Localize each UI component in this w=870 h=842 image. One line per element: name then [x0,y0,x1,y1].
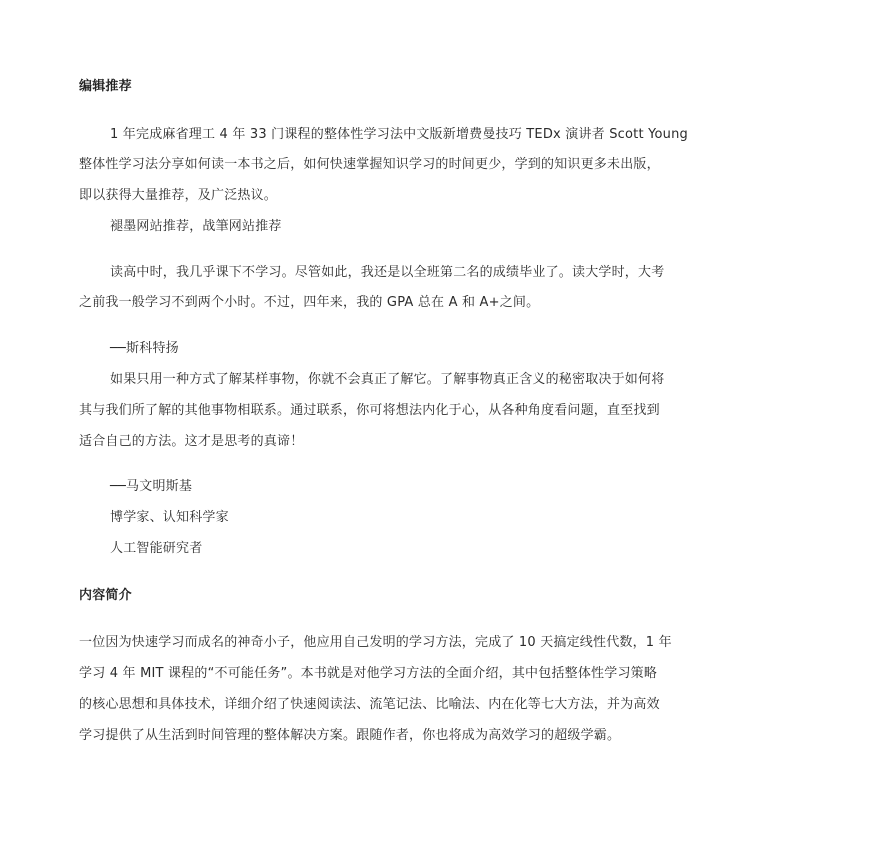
quote2-line-3: 适合自己的方法。这才是思考的真谛！ [79,434,304,449]
summary-line-4: 学习提供了从生活到时间管理的整体解决方案。跟随作者，你也将成为高效学习的超级学霸。 [79,728,621,743]
summary-line-3: 的核心思想和具体技术，详细介绍了快速阅读法、流笔记法、比喻法、内在化等七大方法，并为高效 [79,697,660,712]
quote2-author: ──马文明斯基 [110,479,193,494]
quote2-line-1: 如果只用一种方式了解某样事物，你就不会真正了解它。了解事物真正含义的秘密取决于如何将 [110,372,665,387]
quote2-line-2: 其与我们所了解的其他事物相联系。通过联系，你可将想法内化于心，从各种角度看问题，直至找到 [79,403,660,418]
intro-line-1: 1 年完成麻省理工 4 年 33 门课程的整体性学习法中文版新增费曼技巧 TEDx 演讲者 Scott Young [110,127,688,142]
summary-line-2: 学习 4 年 MIT 课程的“不可能任务”。本书就是对他学习方法的全面介绍，其中包括整体性学习策略 [79,666,658,681]
recommend-line: 褪墨网站推荐，战筆网站推荐 [110,219,282,234]
quote1-line-2: 之前我一般学习不到两个小时。不过，四年来，我的 GPA 总在 A 和 A+之间。 [79,295,540,310]
quote2-author-title-2: 人工智能研究者 [110,541,203,556]
quote1-line-1: 读高中时，我几乎课下不学习。尽管如此，我还是以全班第二名的成绩毕业了。读大学时，大考 [110,265,665,280]
summary-heading: 内容简介 [79,588,132,603]
summary-line-1: 一位因为快速学习而成名的神奇小子，他应用自己发明的学习方法，完成了 10 天搞定线性代数，1 年 [79,635,672,650]
intro-line-2: 整体性学习法分享如何读一本书之后，如何快速掌握知识学习的时间更少，学到的知识更多未出版， [79,157,660,172]
quote1-author: ──斯科特扬 [110,341,179,356]
intro-line-3: 即以获得大量推荐，及广泛热议。 [79,188,278,203]
editor-recommend-heading: 编辑推荐 [79,79,132,94]
quote2-author-title-1: 博学家、认知科学家 [110,510,229,525]
